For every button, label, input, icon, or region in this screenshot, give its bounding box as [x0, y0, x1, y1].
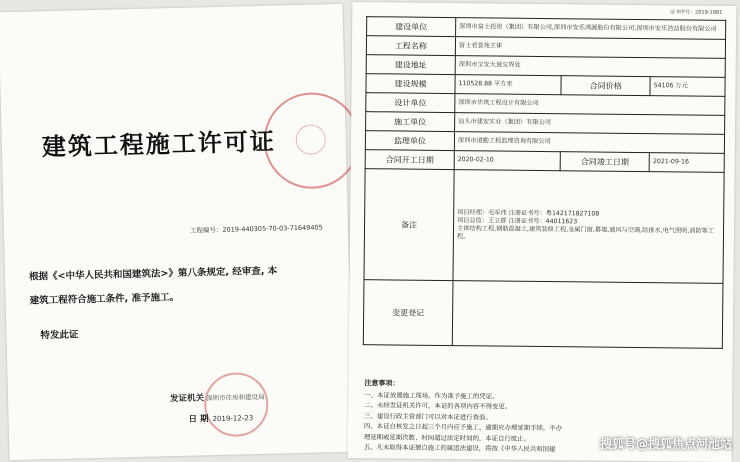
- scale-value: [455, 75, 561, 95]
- change-record-value: [452, 281, 723, 349]
- permit-details-table: [363, 16, 726, 349]
- row-value: 汕头市建安实业（集团）有限公司: [455, 113, 725, 135]
- row-value: 深圳市宝安大道交界处: [455, 56, 725, 78]
- end-date-label: 合同竣工日期: [560, 152, 649, 172]
- remarks-value: [453, 170, 724, 284]
- remarks-line: 项目总监：王立群 注册证书号：44011623: [457, 217, 578, 226]
- remarks-label: 备注: [364, 169, 454, 281]
- approval-paragraph: [29, 258, 330, 313]
- official-seal: [263, 91, 361, 189]
- start-date-value: 2020-02-10: [454, 151, 560, 171]
- scale-label: 建设规模: [366, 74, 455, 94]
- note-line: 理延期或延期次数、时间超过法定时间的，本证自行废止。: [363, 432, 531, 443]
- note-line: 二、未经发证机关许可，本证的各项内容不得变更。: [364, 401, 512, 411]
- row-value: 富士君荟苑主体: [455, 37, 725, 59]
- scale-unit: 平方米: [493, 80, 513, 88]
- table-row: [364, 169, 724, 284]
- row-label: 工程名称: [366, 36, 455, 56]
- row-label: 施工单位: [366, 112, 455, 132]
- end-date-value: 2021-09-16: [649, 153, 724, 173]
- certificate-title: 建筑工程施工许可证: [41, 127, 277, 162]
- date-label: 日 期: [188, 414, 209, 425]
- issuer-value: 深圳市住房和建设局: [205, 392, 265, 403]
- price-number: 54106: [653, 82, 674, 90]
- remarks-line: 项目经理：毛军伟 注册证书号：粤142171827108: [457, 209, 600, 218]
- project-number-value: 2019-440305-70-03-71649405: [222, 223, 323, 234]
- note-line: 五、凡未取得本证擅自施工的属违法建设，将按《中华人民共和国建: [363, 443, 556, 454]
- row-value: 深圳市富士投资（集团）有限公司,深圳市安乐鸿源股份有限公司,深圳市安乐浩益股份有限公司: [456, 18, 726, 40]
- row-label: 建设地址: [366, 55, 455, 75]
- issuer-seal: [203, 372, 269, 438]
- row-label: 建设单位: [367, 17, 456, 37]
- notes-heading: 注意事项：: [364, 379, 400, 388]
- price-value: [650, 77, 725, 97]
- permit-cover-page: [0, 4, 353, 460]
- permit-details-page: [348, 2, 737, 462]
- row-value: 深圳市华筑工程设计有限公司: [455, 94, 725, 116]
- scale-number: 110528.88: [458, 80, 493, 88]
- issuing-authority: [170, 390, 265, 404]
- source-watermark: 搜狐号@搜狐焦点河池站: [599, 437, 732, 451]
- table-row: [363, 280, 723, 349]
- certificate-serial: 证书序号：2019-1981: [670, 9, 723, 16]
- change-record-label: 变更登记: [363, 280, 453, 346]
- note-line: 四、本证自核发之日起三个月内应予施工，逾期应办理延期手续，不办: [363, 422, 563, 433]
- remarks-line: 主体结构工程,钢筋混凝土,建筑装修工程,金属门窗,幕墙,通风与空调,给排水,电气照明,消防等工程。: [456, 225, 715, 241]
- row-label: 设计单位: [366, 93, 455, 113]
- note-line: 一、本证放置施工现场，作为准予施工的凭证。: [364, 390, 499, 401]
- paragraph-line-2: 建筑工程符合施工条件, 准予施工。: [29, 291, 180, 307]
- issuer-label: 发证机关: [169, 393, 205, 405]
- paragraph-line-1: 根据《<中华人民共和国建筑法>》第八条规定, 经审查, 本: [28, 265, 278, 283]
- price-unit: 万元: [675, 82, 688, 90]
- start-date-label: 合同开工日期: [365, 150, 454, 170]
- project-number-label: 工程编号：: [189, 225, 223, 235]
- special-issue-text: 特发此证: [40, 329, 79, 342]
- price-label: 合同价格: [561, 76, 650, 96]
- row-value: 深圳市道勤工程监理咨询有限公司: [454, 132, 724, 154]
- date-value: 2019-12-23: [212, 414, 254, 424]
- project-number: [190, 222, 323, 234]
- issue-date: [188, 411, 253, 425]
- note-line: 三、建设行政主管部门可以对本证进行查验。: [364, 411, 492, 421]
- row-label: 监理单位: [365, 131, 454, 151]
